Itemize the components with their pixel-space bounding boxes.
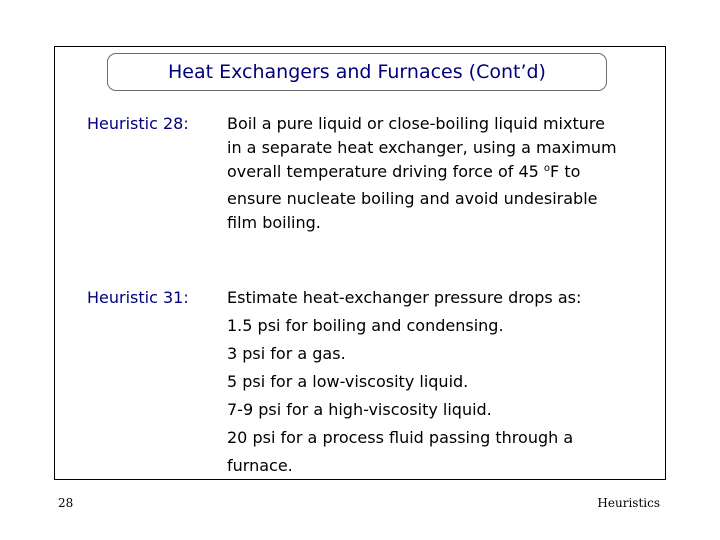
heuristic-31-line-6: 20 psi for a process fluid passing through a (227, 428, 574, 447)
degree-symbol: o (543, 163, 551, 174)
heuristic-28-line-3-end: F to (550, 162, 581, 181)
heuristic-28-line-1: Boil a pure liquid or close-boiling liquid mixture (227, 114, 605, 133)
heuristic-31-label: Heuristic 31: (87, 288, 189, 307)
heuristic-28-label: Heuristic 28: (87, 114, 189, 133)
heuristic-31-line-3: 3 psi for a gas. (227, 344, 346, 363)
heuristic-28-line-4: ensure nucleate boiling and avoid undesirable (227, 189, 598, 208)
heuristic-31-line-1: Estimate heat-exchanger pressure drops as: (227, 288, 582, 307)
heuristic-31-line-5: 7-9 psi for a high-viscosity liquid. (227, 400, 492, 419)
heuristic-31-line-2: 1.5 psi for boiling and condensing. (227, 316, 504, 335)
footer-title: Heuristics (597, 496, 660, 510)
heuristic-28-line-5: film boiling. (227, 213, 321, 232)
heuristic-31-line-7: furnace. (227, 456, 293, 475)
slide-title: Heat Exchangers and Furnaces (Cont’d) (107, 53, 607, 91)
heuristic-28-line-2: in a separate heat exchanger, using a maximum (227, 138, 617, 157)
heuristic-28-line-3-start: overall temperature driving force of 45 (227, 162, 544, 181)
page-number: 28 (58, 496, 74, 510)
heuristic-28-text (227, 112, 677, 235)
heuristic-31-line-4: 5 psi for a low-viscosity liquid. (227, 372, 469, 391)
heuristic-31-text (227, 284, 677, 480)
heuristic-28-line-3 (227, 160, 677, 187)
